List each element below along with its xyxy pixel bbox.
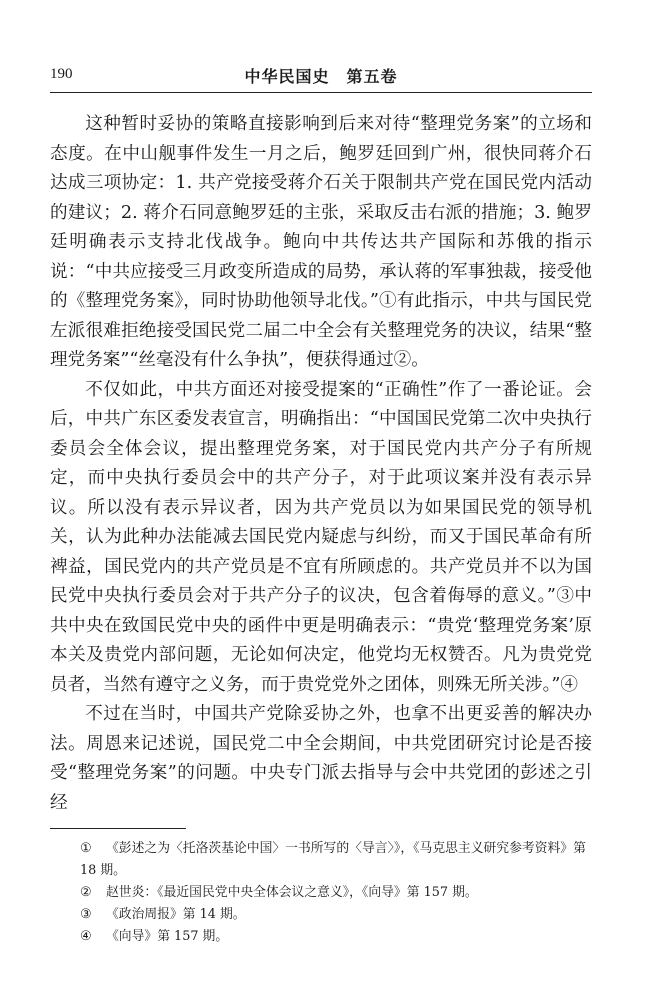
footnotes — [50, 838, 592, 948]
footnote-text: 《政治周报》第 14 期。 — [106, 907, 246, 922]
footnote — [50, 926, 592, 948]
footnote — [50, 838, 592, 882]
footnote-mark: ③ — [80, 907, 92, 922]
footnote — [50, 904, 592, 926]
paragraph: 这种暂时妥协的策略直接影响到后来对待“整理党务案”的立场和态度。在中山舰事件发生一月之后，鲍罗廷回到广州，很快同蒋介石达成三项协定：1. 共产党接受蒋介石关于限制共产党在国民党内活动的建议；2. 蒋介石同意鲍罗廷的主张，采取反击右派的措施；3. 鲍罗廷明确表示支持北伐战争。鲍向中共传达共产国际和苏俄的指示说：“中共应接受三月政变所造成的局势，承认蒋的军事独裁，接受他的《整理党务案》，同时协助他领导北伐。”①有此指示，中共与国民党左派很难拒绝接受国民党二届二中全会有关整理党务的决议，结果“整理党务案”“丝毫没有什么争执”，便获得通过②。 — [50, 114, 592, 370]
footnote-mark: ④ — [80, 929, 92, 944]
page-number: 190 — [50, 66, 73, 82]
footnote-text: 赵世炎：《最近国民党中央全体会议之意义》，《向导》第 157 期。 — [106, 885, 478, 900]
header-rule — [50, 92, 592, 93]
page-header — [50, 64, 592, 90]
footnote-text: 《彭述之为〈托洛茨基论中国〉一书所写的〈导言〉》，《马克思主义研究参考资料》第 18 期。 — [80, 841, 586, 878]
footnote-rule — [50, 828, 186, 829]
running-title: 中华民国史 第五卷 — [244, 67, 398, 86]
paragraph: 不过在当时，中国共产党除妥协之外，也拿不出更妥善的解决办法。周恩来记述说，国民党二中全会期间，中共党团研究讨论是否接受“整理党务案”的问题。中央专门派去指导与会中共党团的彭述之引经 — [50, 704, 592, 813]
footnote — [50, 882, 592, 904]
body-text — [50, 110, 592, 818]
footnote-mark: ① — [80, 841, 92, 856]
footnote-mark: ② — [80, 885, 92, 900]
footnote-text: 《向导》第 157 期。 — [106, 929, 229, 944]
paragraph: 不仅如此，中共方面还对接受提案的“正确性”作了一番论证。会后，中共广东区委发表宣言，明确指出：“中国国民党第二次中央执行委员会全体会议，提出整理党务案，对于国民党内共产分子有所规定，而中央执行委员会中的共产分子，对于此项议案并没有表示异议。所以没有表示异议者，因为共产党员以为如果国民党的领导机关，认为此种办法能减去国民党内疑虑与纠纷，而又于国民革命有所裨益，国民党内的共产党员是不宜有所顾虑的。共产党员并不以为国民党中央执行委员会对于共产分子的议决，包含着侮辱的意义。”③中共中央在致国民党中央的函件中更是明确表示：“贵党‘整理党务案’原本关及贵党内部问题，无论如何决定，他党均无权赞否。凡为贵党党员者，当然有遵守之义务，而于贵党党外之团体，则殊无所关涉。”④ — [50, 379, 592, 695]
